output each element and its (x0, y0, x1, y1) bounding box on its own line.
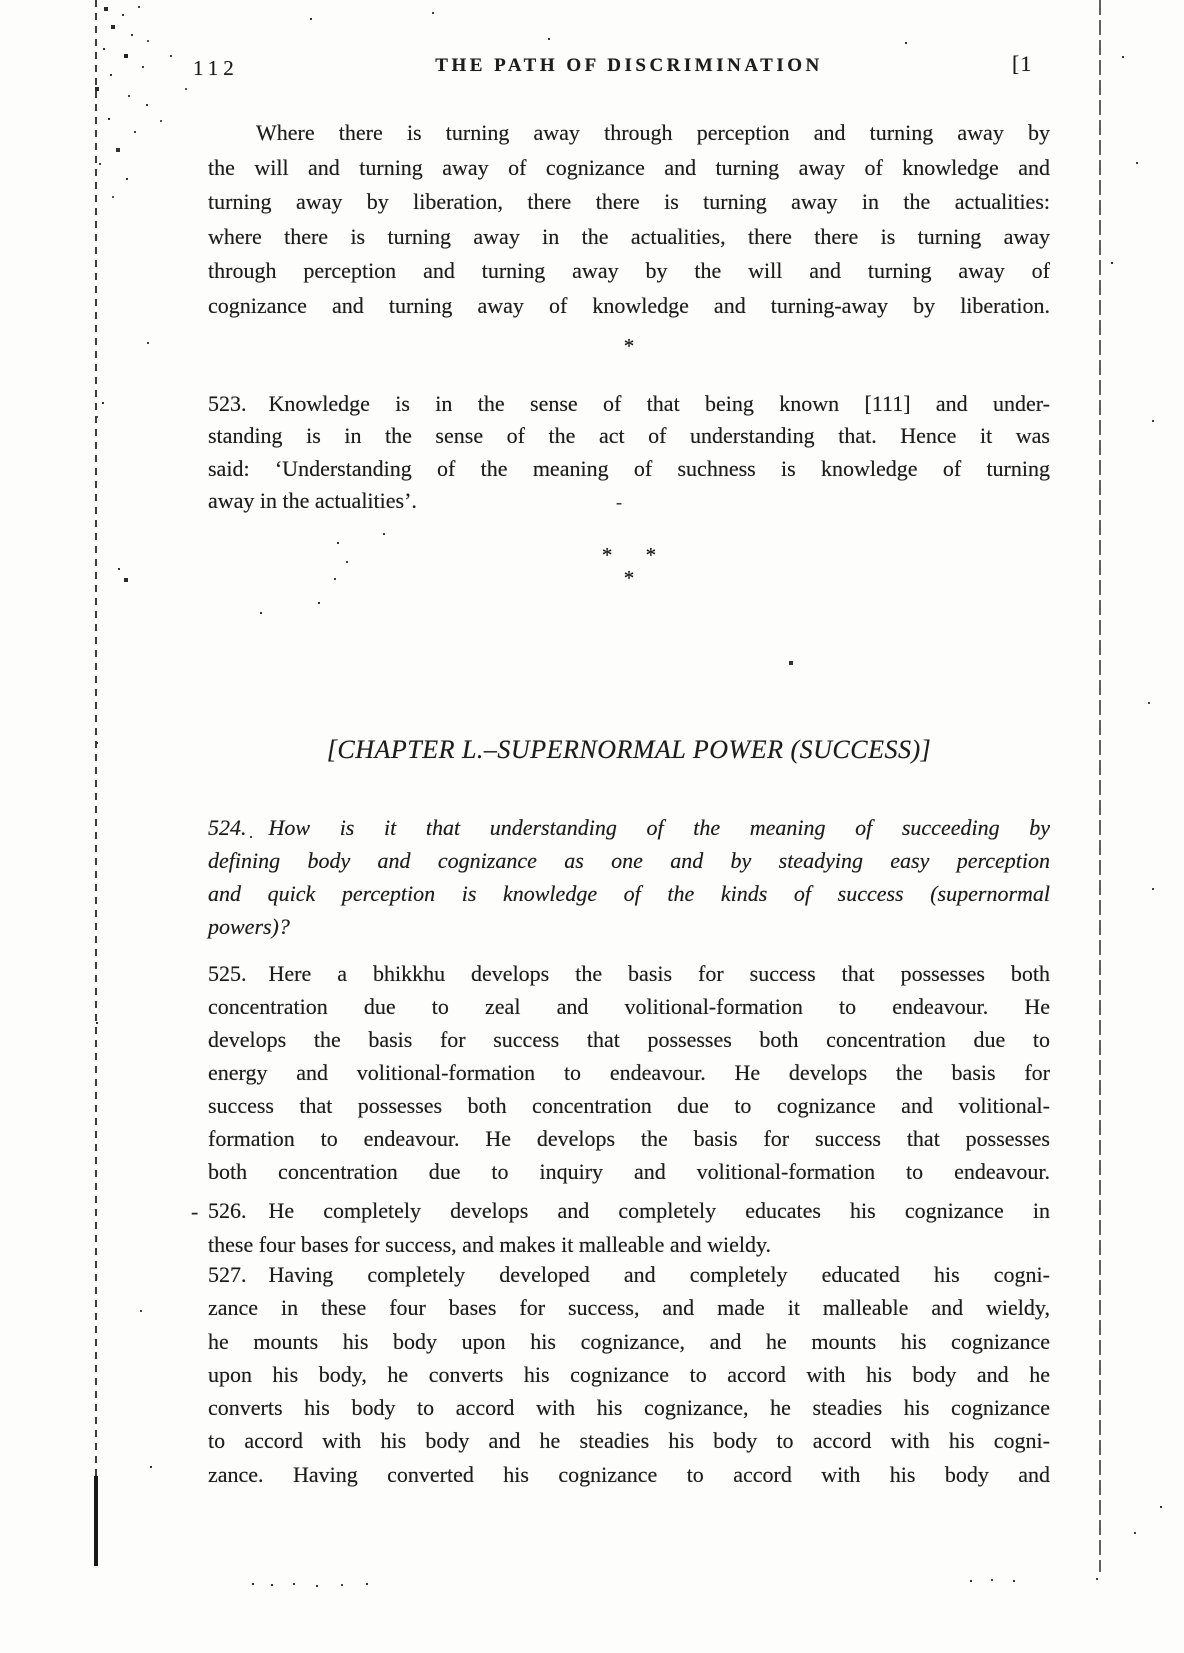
text-line: powers)? (208, 914, 290, 939)
text-line: formation to endeavour. He develops the basis for success that possesses (208, 1126, 1050, 1151)
text-line: to accord with his body and he steadies his body to accord with his cogni- (208, 1428, 1050, 1454)
text-line: 525. Here a bhikkhu develops the basis for success that possesses both (208, 961, 1050, 986)
header-bracket-mark: [1 (1012, 51, 1033, 76)
section-separator-star-2: * (623, 566, 635, 590)
text-line: said: ‘Understanding of the meaning of suchness is knowledge of turning (208, 455, 1050, 481)
paragraph-523 (208, 388, 1050, 517)
section-separator-double-star: * * (601, 543, 657, 567)
text-line: and quick perception is knowledge of the kinds of success (supernormal (208, 881, 1050, 906)
scan-speckles-body (0, 0, 2, 2)
stray-dash-mark: - (616, 492, 622, 512)
section-separator-star: * (623, 334, 635, 358)
running-title: THE PATH OF DISCRIMINATION (435, 55, 823, 76)
text-line: standing is in the sense of the act of understanding that. Hence it was (208, 423, 1050, 449)
paragraph-526 (208, 1194, 1050, 1261)
text-line: where there is turning away in the actualities, there there is turning away (208, 223, 1050, 249)
paragraph-intro (208, 116, 1050, 323)
text-line: he mounts his body upon his cognizance, and he mounts his cognizance (208, 1328, 1050, 1354)
margin-dash-mark: - (191, 1199, 199, 1224)
left-margin-rule (95, 0, 97, 1480)
paragraph-525 (208, 957, 1050, 1188)
text-line: defining body and cognizance as one and by steadying easy perception (208, 848, 1050, 873)
text-line: success that possesses both concentration due to cognizance and volitional- (208, 1093, 1050, 1118)
paragraph-527 (208, 1258, 1050, 1491)
text-line: both concentration due to inquiry and volitional-formation to endeavour. (208, 1159, 1050, 1184)
page-number: 112 (193, 56, 239, 80)
paragraph-524 (208, 811, 1050, 943)
text-line: Where there is turning away through perception and turning away by (256, 120, 1050, 145)
text-line: 524. How is it that understanding of the meaning of succeeding by (208, 815, 1050, 840)
text-line: these four bases for success, and makes it malleable and wieldy. (208, 1231, 772, 1257)
text-line: upon his body, he converts his cognizance to accord with his body and he (208, 1361, 1050, 1387)
text-line: converts his body to accord with his cognizance, he steadies his cognizance (208, 1395, 1050, 1421)
text-line: 523. Knowledge is in the sense of that being known [111] and under- (208, 391, 1050, 416)
text-line: concentration due to zeal and volitional-formation to endeavour. He (208, 994, 1050, 1019)
text-line: zance in these four bases for success, and made it malleable and wieldy, (208, 1295, 1050, 1321)
text-line: 526. He completely develops and completely educates his cognizance in (208, 1198, 1050, 1223)
text-line: develops the basis for success that possesses both concentration due to (208, 1027, 1050, 1052)
right-margin-rule (1099, 0, 1101, 1572)
text-line: turning away by liberation, there there is turning away in the actualities: (208, 189, 1050, 214)
left-margin-rule-bottom (94, 1476, 98, 1566)
text-line: through perception and turning away by the will and turning away of (208, 258, 1050, 283)
chapter-heading: [CHAPTER L.–SUPERNORMAL POWER (SUCCESS)] (326, 735, 932, 764)
text-line: zance. Having converted his cognizance to accord with his body and (208, 1461, 1050, 1487)
text-line: away in the actualities’. (208, 487, 417, 513)
text-line: cognizance and turning away of knowledge and turning-away by liberation. (208, 292, 1050, 318)
text-line: 527. Having completely developed and completely educated his cogni- (208, 1262, 1050, 1287)
text-line: energy and volitional-formation to endeavour. He develops the basis for (208, 1060, 1050, 1085)
text-line: the will and turning away of cognizance and turning away of knowledge and (208, 154, 1050, 180)
